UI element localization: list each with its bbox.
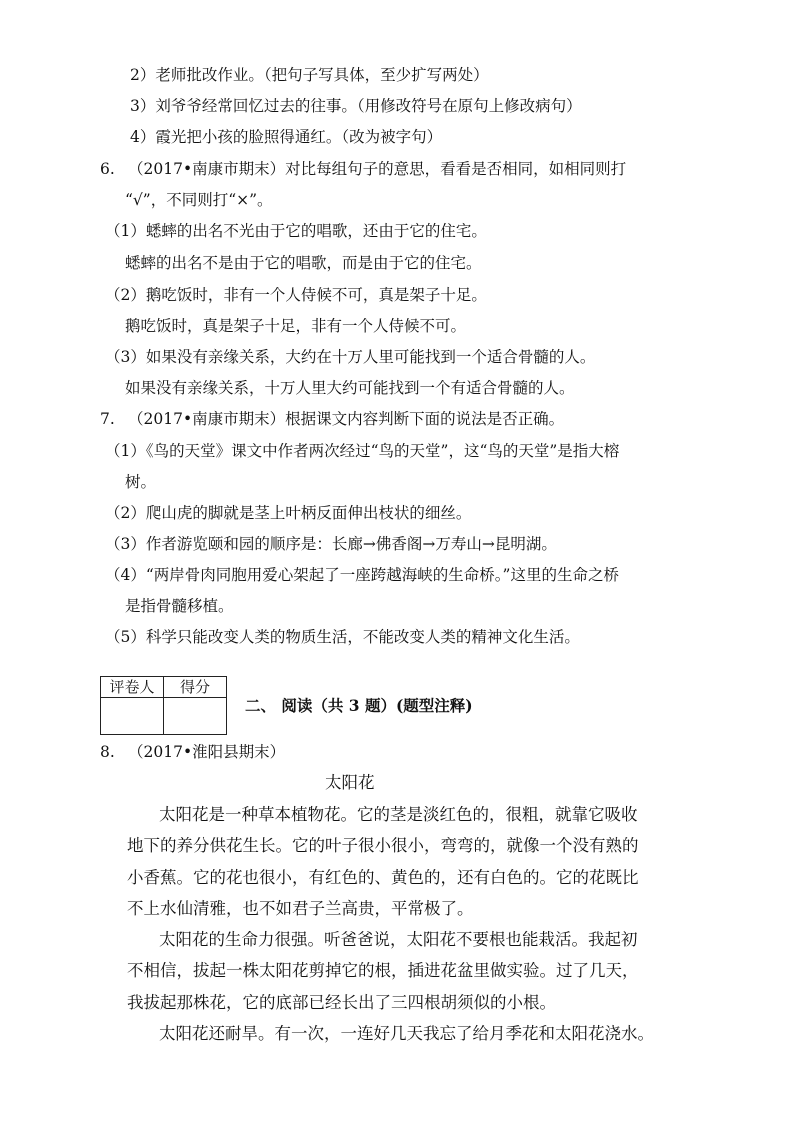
q6-item-1b: 蟋蟀的出名不是由于它的唱歌，而是由于它的住宅。 — [125, 254, 482, 272]
passage-line: 太阳花还耐旱。有一次，一连好几天我忘了给月季花和太阳花浇水。 — [159, 1024, 654, 1043]
score-box — [100, 676, 227, 735]
q6-item-3b: 如果没有亲缘关系，十万人里大约可能找到一个有适合骨髓的人。 — [125, 379, 575, 397]
q5-item-3: 3）刘爷爷经常回忆过去的往事。（用修改符号在原句上修改病句） — [130, 97, 582, 115]
passage-line: 太阳花是一种草本植物花。它的茎是淡红色的，很粗，就靠它吸收 — [159, 805, 638, 824]
passage-line: 不上水仙清雅，也不如君子兰高贵，平常极了。 — [127, 899, 474, 918]
q7-item-4-cont: 是指骨髓移植。 — [125, 597, 234, 615]
passage-line: 地下的养分供花生长。它的叶子很小很小，弯弯的，就像一个没有熟的 — [127, 836, 639, 855]
score-box-score-cell[interactable] — [164, 698, 227, 735]
score-box-score-label: 得分 — [164, 677, 227, 698]
q6-item-2b: 鹅吃饭时，真是架子十足，非有一个人侍候不可。 — [125, 317, 467, 335]
q6-stem-cont: “√”，不同则打“×”。 — [125, 191, 273, 209]
q6-item-3a: （3）如果没有亲缘关系，大约在十万人里可能找到一个适合骨髓的人。 — [105, 348, 596, 366]
q8-source: （2017•淮阳县期末） — [128, 743, 286, 761]
q7-item-3: （3）作者游览颐和园的顺序是：长廊→佛香阁→万寿山→昆明湖。 — [105, 535, 557, 553]
q7-item-2: （2）爬山虎的脚就是茎上叶柄反面伸出枝状的细丝。 — [105, 504, 472, 522]
q6-item-1a: （1）蟋蟀的出名不光由于它的唱歌，还由于它的住宅。 — [105, 222, 487, 240]
q7-item-4: （4）“两岸骨肉同胞用爱心架起了一座跨越海峡的生命桥。”这里的生命之桥 — [105, 566, 619, 584]
q5-item-4: 4）霞光把小孩的脸照得通红。（改为被字句） — [130, 128, 443, 146]
q7-item-5: （5）科学只能改变人类的物质生活，不能改变人类的精神文化生活。 — [105, 628, 580, 646]
passage-title: 太阳花 — [325, 773, 375, 792]
passage-line: 不相信，拔起一株太阳花剪掉它的根，插进花盆里做实验。过了几天， — [127, 961, 639, 980]
q7-number: 7. — [100, 410, 115, 428]
passage-line: 太阳花的生命力很强。听爸爸说，太阳花不要根也能栽活。我起初 — [159, 930, 638, 949]
q8-number: 8. — [100, 743, 115, 761]
q7-stem: （2017•南康市期末）根据课文内容判断下面的说法是否正确。 — [128, 410, 565, 428]
score-box-grader-label: 评卷人 — [101, 677, 164, 698]
q6-stem: （2017•南康市期末）对比每组句子的意思，看看是否相同，如相同则打 — [128, 160, 627, 178]
passage-line: 小香蕉。它的花也很小，有红色的、黄色的，还有白色的。它的花既比 — [127, 868, 639, 887]
q7-item-1: （1）《鸟的天堂》课文中作者两次经过“鸟的天堂”，这“鸟的天堂”是指大榕 — [105, 442, 620, 460]
score-box-grader-cell[interactable] — [101, 698, 164, 735]
section-title: 二、 阅读（共 3 题）(题型注释) — [245, 696, 473, 715]
q6-number: 6. — [100, 160, 115, 178]
passage-line: 我拔起那株花，它的底部已经长出了三四根胡须似的小根。 — [127, 993, 556, 1012]
q6-item-2a: （2）鹅吃饭时，非有一个人侍候不可，真是架子十足。 — [105, 286, 487, 304]
q7-item-1-cont: 树。 — [125, 473, 157, 491]
q5-item-2: 2）老师批改作业。（把句子写具体，至少扩写两处） — [130, 66, 489, 84]
